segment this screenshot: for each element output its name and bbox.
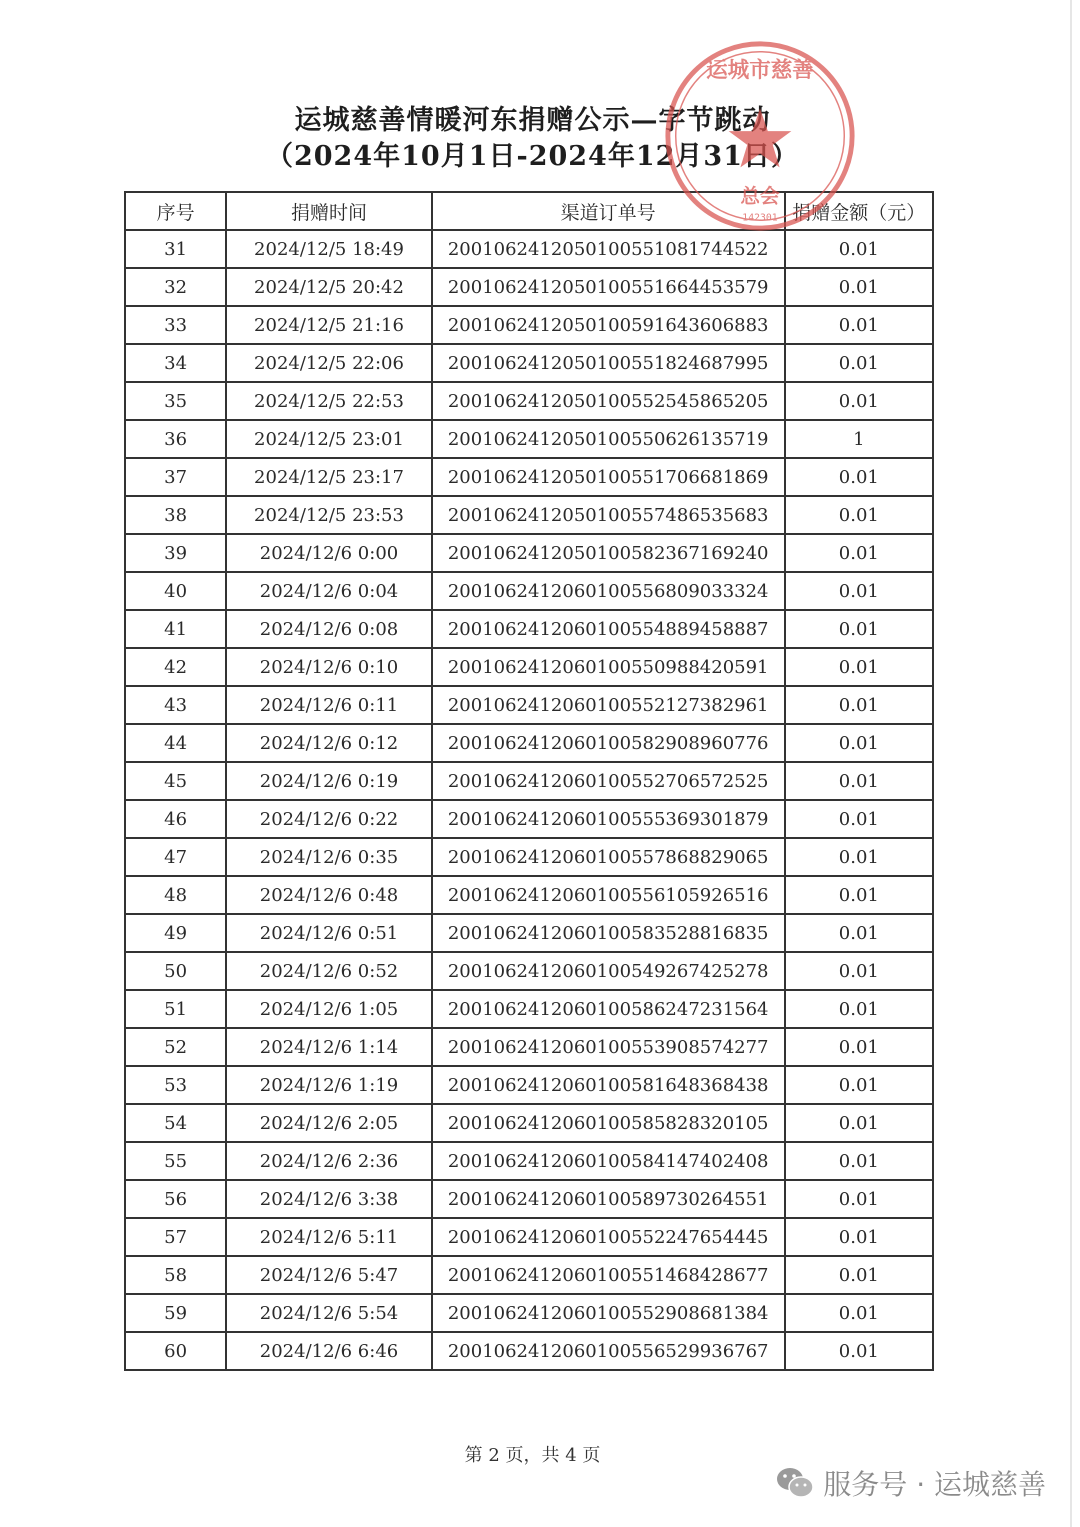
cell-order-number: 2001062412060100552247654445 [432, 1218, 785, 1256]
cell-amount: 0.01 [785, 990, 933, 1028]
cell-donation-time: 2024/12/6 0:04 [226, 572, 432, 610]
cell-amount: 0.01 [785, 496, 933, 534]
cell-index: 51 [125, 990, 226, 1028]
cell-amount: 0.01 [785, 1332, 933, 1370]
table-row [125, 1142, 933, 1180]
cell-amount: 0.01 [785, 1256, 933, 1294]
table-row [125, 1066, 933, 1104]
page-edge [1070, 0, 1072, 1527]
cell-index: 40 [125, 572, 226, 610]
cell-index: 55 [125, 1142, 226, 1180]
cell-index: 38 [125, 496, 226, 534]
cell-index: 58 [125, 1256, 226, 1294]
table-row [125, 800, 933, 838]
cell-amount: 0.01 [785, 610, 933, 648]
cell-order-number: 2001062412050100551706681869 [432, 458, 785, 496]
svg-text:总会: 总会 [740, 184, 780, 208]
cell-order-number: 2001062412060100582908960776 [432, 724, 785, 762]
cell-donation-time: 2024/12/6 2:36 [226, 1142, 432, 1180]
cell-amount: 0.01 [785, 724, 933, 762]
cell-index: 32 [125, 268, 226, 306]
table-row [125, 572, 933, 610]
cell-donation-time: 2024/12/6 5:54 [226, 1294, 432, 1332]
cell-order-number: 2001062412060100583528816835 [432, 914, 785, 952]
cell-index: 46 [125, 800, 226, 838]
cell-order-number: 2001062412060100556105926516 [432, 876, 785, 914]
cell-index: 34 [125, 344, 226, 382]
cell-order-number: 2001062412060100556809033324 [432, 572, 785, 610]
cell-order-number: 2001062412060100557868829065 [432, 838, 785, 876]
table-row [125, 1332, 933, 1370]
table-row [125, 876, 933, 914]
table-row [125, 990, 933, 1028]
cell-order-number: 2001062412050100552545865205 [432, 382, 785, 420]
cell-index: 56 [125, 1180, 226, 1218]
table-row [125, 762, 933, 800]
cell-order-number: 2001062412050100591643606883 [432, 306, 785, 344]
table-row [125, 534, 933, 572]
table-row [125, 1294, 933, 1332]
cell-order-number: 2001062412060100550988420591 [432, 648, 785, 686]
cell-index: 37 [125, 458, 226, 496]
cell-order-number: 2001062412050100582367169240 [432, 534, 785, 572]
cell-amount: 0.01 [785, 800, 933, 838]
cell-index: 60 [125, 1332, 226, 1370]
cell-index: 41 [125, 610, 226, 648]
table-row [125, 1256, 933, 1294]
cell-order-number: 2001062412060100551468428677 [432, 1256, 785, 1294]
document-period: （2024年10月1日-2024年12月31日） [265, 141, 799, 172]
wechat-icon [775, 1466, 815, 1500]
table-row [125, 1104, 933, 1142]
cell-donation-time: 2024/12/6 6:46 [226, 1332, 432, 1370]
page-number: 第 2 页，共 4 页 [464, 1445, 601, 1466]
cell-donation-time: 2024/12/5 23:17 [226, 458, 432, 496]
watermark-text: 服务号 · 运城慈善 [823, 1468, 1046, 1501]
table-row [125, 382, 933, 420]
cell-index: 45 [125, 762, 226, 800]
table-row [125, 724, 933, 762]
table-row [125, 230, 933, 268]
table-row [125, 1028, 933, 1066]
cell-index: 39 [125, 534, 226, 572]
cell-order-number: 2001062412050100557486535683 [432, 496, 785, 534]
cell-amount: 0.01 [785, 914, 933, 952]
table-row [125, 686, 933, 724]
svg-text:运城市慈善: 运城市慈善 [706, 58, 814, 84]
table-row [125, 838, 933, 876]
cell-donation-time: 2024/12/5 21:16 [226, 306, 432, 344]
cell-amount: 0.01 [785, 1294, 933, 1332]
cell-donation-time: 2024/12/6 5:11 [226, 1218, 432, 1256]
table-body [125, 230, 933, 1370]
header-index: 序号 [125, 192, 226, 230]
cell-amount: 0.01 [785, 268, 933, 306]
cell-donation-time: 2024/12/6 0:19 [226, 762, 432, 800]
cell-donation-time: 2024/12/6 0:10 [226, 648, 432, 686]
cell-donation-time: 2024/12/5 18:49 [226, 230, 432, 268]
cell-index: 31 [125, 230, 226, 268]
cell-index: 52 [125, 1028, 226, 1066]
cell-donation-time: 2024/12/5 23:53 [226, 496, 432, 534]
cell-index: 50 [125, 952, 226, 990]
watermark [775, 1463, 1046, 1503]
cell-amount: 1 [785, 420, 933, 458]
cell-amount: 0.01 [785, 1218, 933, 1256]
cell-order-number: 2001062412050100551664453579 [432, 268, 785, 306]
cell-index: 53 [125, 1066, 226, 1104]
cell-order-number: 2001062412060100585828320105 [432, 1104, 785, 1142]
cell-amount: 0.01 [785, 1180, 933, 1218]
cell-donation-time: 2024/12/6 0:12 [226, 724, 432, 762]
cell-amount: 0.01 [785, 572, 933, 610]
cell-amount: 0.01 [785, 382, 933, 420]
table-row [125, 344, 933, 382]
table-row [125, 914, 933, 952]
cell-amount: 0.01 [785, 458, 933, 496]
cell-order-number: 20010624120501005510817445​22 [432, 230, 785, 268]
cell-order-number: 2001062412060100552706572525 [432, 762, 785, 800]
document-title: 运城慈善情暖河东捐赠公示—字节跳动 [294, 105, 771, 136]
cell-donation-time: 2024/12/6 0:51 [226, 914, 432, 952]
cell-donation-time: 2024/12/6 1:19 [226, 1066, 432, 1104]
table-row [125, 1218, 933, 1256]
cell-donation-time: 2024/12/6 0:08 [226, 610, 432, 648]
table-row [125, 496, 933, 534]
cell-amount: 0.01 [785, 686, 933, 724]
cell-donation-time: 2024/12/6 0:22 [226, 800, 432, 838]
table-row [125, 306, 933, 344]
cell-donation-time: 2024/12/6 1:14 [226, 1028, 432, 1066]
cell-donation-time: 2024/12/6 0:35 [226, 838, 432, 876]
cell-donation-time: 2024/12/5 20:42 [226, 268, 432, 306]
cell-amount: 0.01 [785, 1142, 933, 1180]
cell-amount: 0.01 [785, 1066, 933, 1104]
cell-donation-time: 2024/12/6 2:05 [226, 1104, 432, 1142]
header-amount: 捐赠金额（元） [785, 192, 933, 230]
cell-donation-time: 2024/12/6 0:11 [226, 686, 432, 724]
cell-donation-time: 2024/12/5 22:06 [226, 344, 432, 382]
table-row [125, 268, 933, 306]
cell-order-number: 2001062412060100552908681384 [432, 1294, 785, 1332]
cell-order-number: 2001062412060100586247231564 [432, 990, 785, 1028]
cell-donation-time: 2024/12/6 0:48 [226, 876, 432, 914]
cell-donation-time: 2024/12/6 1:05 [226, 990, 432, 1028]
official-seal-stamp [662, 38, 858, 234]
cell-donation-time: 2024/12/6 0:00 [226, 534, 432, 572]
table-row [125, 458, 933, 496]
cell-amount: 0.01 [785, 1104, 933, 1142]
cell-donation-time: 2024/12/6 5:47 [226, 1256, 432, 1294]
cell-order-number: 2001062412060100589730264551 [432, 1180, 785, 1218]
cell-order-number: 2001062412060100552127382961 [432, 686, 785, 724]
cell-amount: 0.01 [785, 306, 933, 344]
cell-index: 33 [125, 306, 226, 344]
cell-order-number: 2001062412050100550626135719 [432, 420, 785, 458]
cell-amount: 0.01 [785, 230, 933, 268]
cell-index: 36 [125, 420, 226, 458]
donation-table [124, 191, 934, 1371]
cell-amount: 0.01 [785, 876, 933, 914]
cell-amount: 0.01 [785, 648, 933, 686]
cell-index: 47 [125, 838, 226, 876]
cell-order-number: 2001062412060100549267425278 [432, 952, 785, 990]
cell-index: 48 [125, 876, 226, 914]
table-row [125, 1180, 933, 1218]
cell-index: 49 [125, 914, 226, 952]
cell-index: 44 [125, 724, 226, 762]
header-order-number: 渠道订单号 [432, 192, 785, 230]
cell-order-number: 2001062412060100553908574277 [432, 1028, 785, 1066]
cell-order-number: 2001062412060100584147402408 [432, 1142, 785, 1180]
cell-amount: 0.01 [785, 1028, 933, 1066]
cell-donation-time: 2024/12/6 3:38 [226, 1180, 432, 1218]
cell-index: 54 [125, 1104, 226, 1142]
cell-order-number: 2001062412060100555369301879 [432, 800, 785, 838]
cell-index: 35 [125, 382, 226, 420]
cell-index: 42 [125, 648, 226, 686]
table-row [125, 648, 933, 686]
table-row [125, 952, 933, 990]
cell-donation-time: 2024/12/6 0:52 [226, 952, 432, 990]
cell-index: 59 [125, 1294, 226, 1332]
cell-order-number: 2001062412060100556529936767 [432, 1332, 785, 1370]
cell-order-number: 2001062412060100554889458887 [432, 610, 785, 648]
cell-amount: 0.01 [785, 952, 933, 990]
table-row [125, 610, 933, 648]
cell-order-number: 2001062412060100581648368438 [432, 1066, 785, 1104]
cell-amount: 0.01 [785, 838, 933, 876]
cell-amount: 0.01 [785, 762, 933, 800]
cell-amount: 0.01 [785, 344, 933, 382]
svg-text:142301: 142301 [742, 212, 778, 224]
header-donation-time: 捐赠时间 [226, 192, 432, 230]
cell-index: 57 [125, 1218, 226, 1256]
cell-order-number: 2001062412050100551824687995 [432, 344, 785, 382]
cell-donation-time: 2024/12/5 22:53 [226, 382, 432, 420]
cell-index: 43 [125, 686, 226, 724]
cell-donation-time: 2024/12/5 23:01 [226, 420, 432, 458]
cell-amount: 0.01 [785, 534, 933, 572]
table-row [125, 420, 933, 458]
